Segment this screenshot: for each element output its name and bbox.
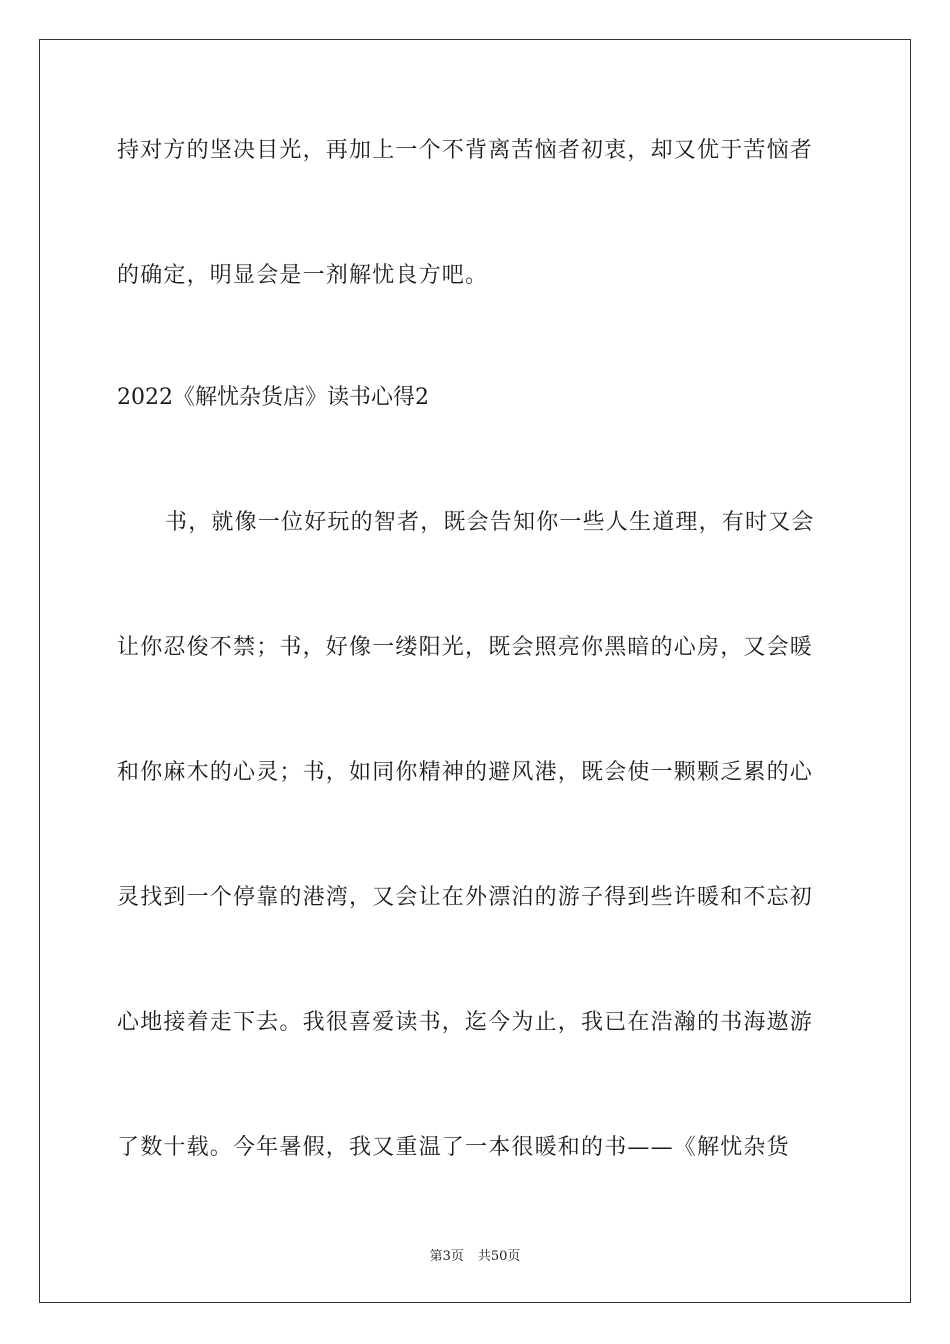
page-number: 第3页 xyxy=(429,1249,464,1264)
paragraph-line: 灵找到一个停靠的港湾，又会让在外漂泊的游子得到些许暖和不忘初 xyxy=(117,885,814,910)
section-heading: 2022《解忧杂货店》读书心得2 xyxy=(117,385,429,410)
paragraph-line: 心地接着走下去。我很喜爱读书，迄今为止，我已在浩瀚的书海遨游 xyxy=(117,1010,814,1035)
paragraph-line: 持对方的坚决目光，再加上一个不背离苦恼者初衷，却又优于苦恼者 xyxy=(117,138,814,163)
paragraph-line: 让你忍俊不禁；书，好像一缕阳光，既会照亮你黑暗的心房，又会暖 xyxy=(117,635,814,660)
page-footer xyxy=(0,1248,950,1266)
paragraph-line: 的确定，明显会是一剂解忧良方吧。 xyxy=(117,263,489,288)
page-border xyxy=(39,39,911,1303)
page-total: 共50页 xyxy=(477,1249,521,1264)
paragraph-line: 和你麻木的心灵；书，如同你精神的避风港，既会使一颗颗乏累的心 xyxy=(117,760,814,785)
paragraph-line: 书，就像一位好玩的智者，既会告知你一些人生道理，有时又会 xyxy=(165,510,815,535)
paragraph-line: 了数十载。今年暑假，我又重温了一本很暖和的书——《解忧杂货 xyxy=(117,1135,790,1160)
